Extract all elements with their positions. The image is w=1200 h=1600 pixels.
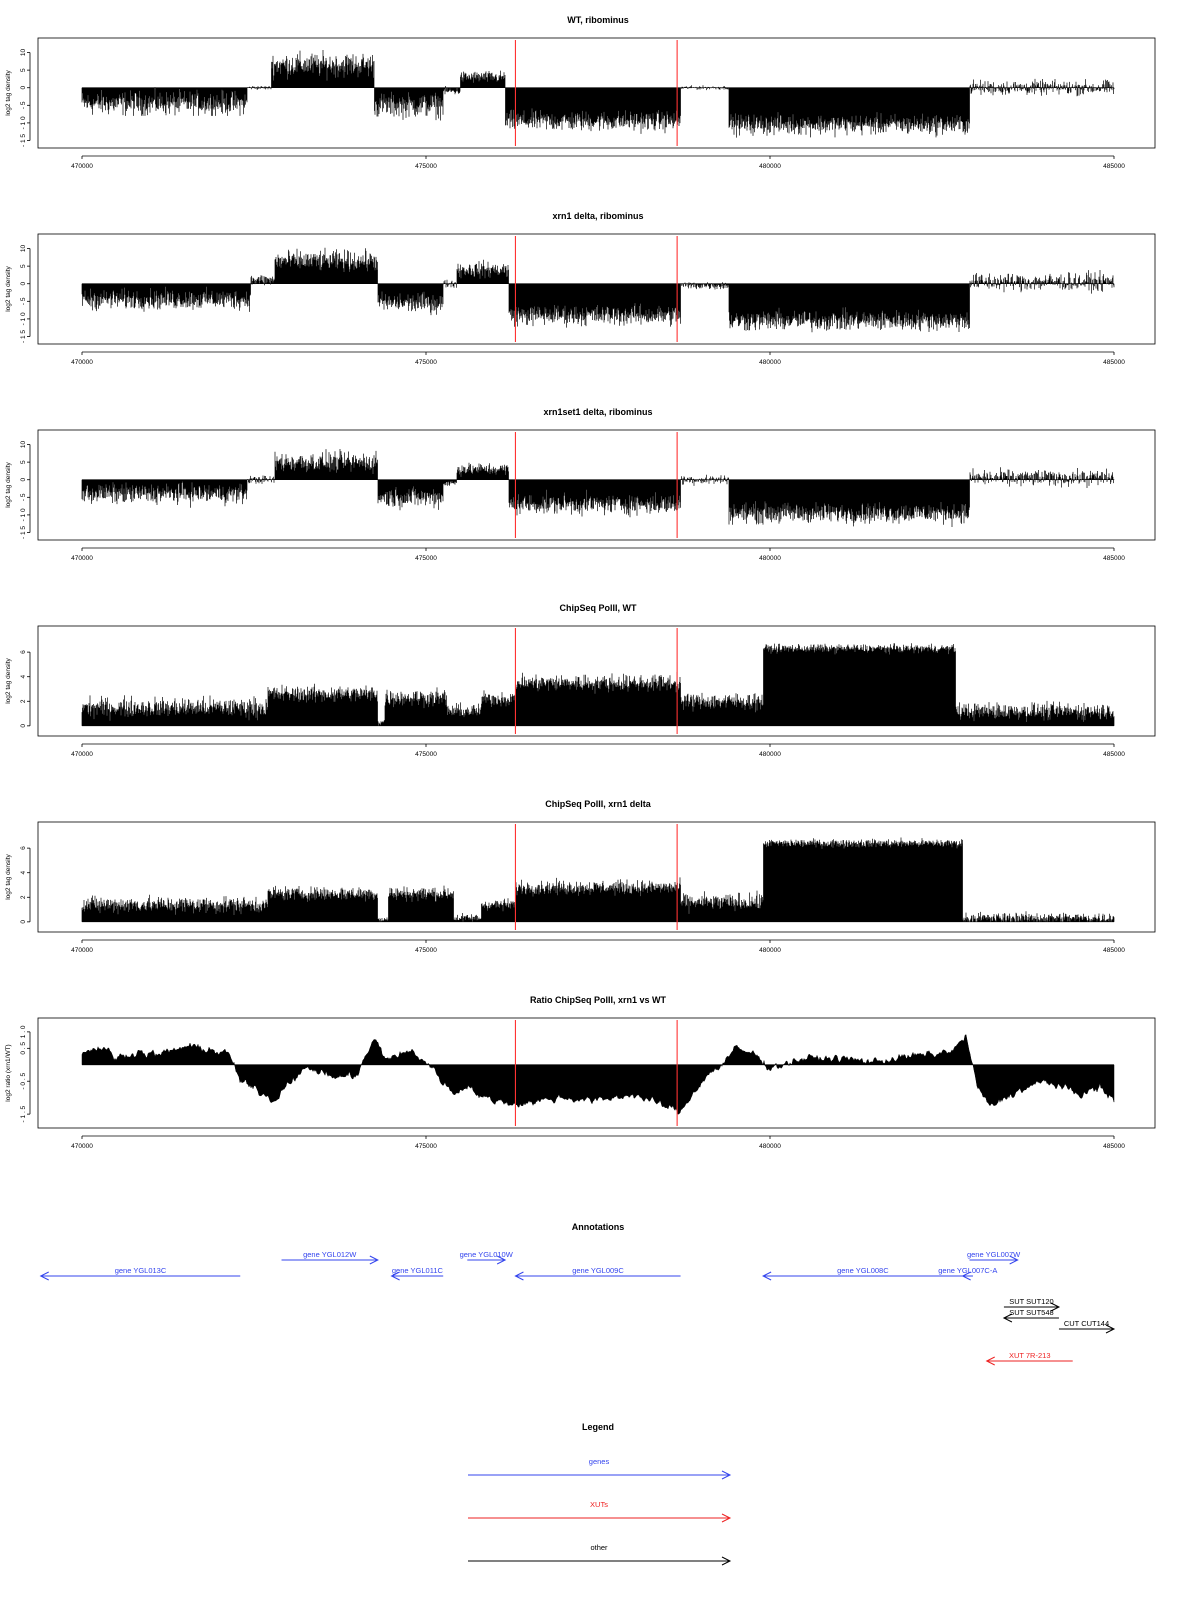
legend-item-label: other: [590, 1543, 608, 1552]
y-axis-label: log2 tag density: [5, 462, 12, 508]
x-tick-label: 470000: [71, 1143, 93, 1150]
y-tick-label: 10: [20, 244, 27, 253]
signal-bars: [82, 50, 1114, 138]
x-tick-label: 470000: [71, 359, 93, 366]
x-tick-label: 475000: [415, 751, 437, 758]
y-tick-label: - 1 0: [20, 508, 27, 522]
y-tick-label: 6: [20, 846, 27, 850]
y-tick-label: - 1 5: [20, 133, 27, 147]
annotations-panel: [41, 1222, 1114, 1365]
x-tick-label: 475000: [415, 947, 437, 954]
y-tick-label: 4: [20, 674, 27, 679]
legend: [468, 1422, 730, 1565]
x-tick-label: 470000: [71, 555, 93, 562]
x-tick-label: 475000: [415, 1143, 437, 1150]
y-tick-label: 0: [20, 920, 27, 924]
y-tick-label: 0: [20, 724, 27, 728]
x-tick-label: 480000: [759, 947, 781, 954]
y-tick-label: 5: [20, 460, 27, 464]
y-tick-label: 6: [20, 650, 27, 654]
y-tick-label: 5: [20, 68, 27, 72]
y-tick-label: 5: [20, 264, 27, 268]
annotation-label: gene YGL013C: [114, 1266, 167, 1275]
y-tick-label: - 1 0: [20, 312, 27, 326]
x-tick-label: 480000: [759, 359, 781, 366]
panel-title: xrn1 delta, ribominus: [552, 211, 644, 221]
annotation-label: gene YGL007C-A: [938, 1266, 998, 1275]
annotation-label: gene YGL007W: [966, 1250, 1021, 1259]
signal-bars: [82, 643, 1114, 726]
y-tick-label: 0: [20, 477, 27, 482]
x-tick-label: 485000: [1103, 163, 1125, 170]
chart-panel-6: [5, 995, 1155, 1150]
y-tick-label: - 5: [20, 101, 27, 110]
y-tick-label: - 5: [20, 493, 27, 502]
x-tick-label: 480000: [759, 1143, 781, 1150]
x-tick-label: 485000: [1103, 751, 1125, 758]
annotation-label: gene YGL011C: [391, 1266, 443, 1275]
y-axis-label: log2 tag density: [5, 266, 12, 312]
chart-panel-4: [5, 603, 1155, 758]
x-tick-label: 470000: [71, 163, 93, 170]
annotation-label: SUT SUT120: [1009, 1297, 1054, 1306]
x-tick-label: 470000: [71, 751, 93, 758]
chart-panel-3: [5, 407, 1155, 562]
annotation-label: gene YGL010W: [459, 1250, 513, 1259]
annotation-label: CUT CUT144: [1063, 1319, 1110, 1328]
legend-title: Legend: [581, 1422, 615, 1432]
panel-title: Ratio ChipSeq PolII, xrn1 vs WT: [529, 995, 667, 1005]
y-tick-label: 4: [20, 870, 27, 875]
y-tick-label: - 1 5: [20, 329, 27, 343]
panel-title: ChipSeq PolII, xrn1 delta: [545, 799, 651, 809]
annotation-label: XUT 7R-213: [1008, 1351, 1051, 1360]
chart-panel-2: [5, 211, 1155, 366]
legend-item-label: genes: [588, 1457, 610, 1466]
x-tick-label: 470000: [71, 947, 93, 954]
y-tick-label: - 1 . 5: [20, 1105, 27, 1123]
x-tick-label: 485000: [1103, 359, 1125, 366]
y-tick-label: - 1 0: [20, 116, 27, 130]
y-axis-label: log2 tag density: [5, 70, 12, 116]
y-tick-label: 1 . 0: [20, 1025, 27, 1039]
panel-title: WT, ribominus: [567, 15, 629, 25]
annotations-title: Annotations: [571, 1222, 625, 1232]
y-tick-label: 0 . 5: [20, 1041, 27, 1055]
x-tick-label: 485000: [1103, 947, 1125, 954]
ratio-area: [82, 1035, 1114, 1115]
signal-bars: [82, 838, 1114, 922]
x-tick-label: 485000: [1103, 1143, 1125, 1150]
y-tick-label: 10: [20, 440, 27, 449]
y-tick-label: 2: [20, 699, 27, 704]
x-tick-label: 480000: [759, 555, 781, 562]
y-tick-label: 0: [20, 281, 27, 286]
annotation-label: SUT SUT548: [1009, 1308, 1054, 1317]
x-tick-label: 480000: [759, 163, 781, 170]
y-axis-label: log2 ratio (xrn1/WT): [5, 1044, 12, 1102]
annotation-label: gene YGL008C: [837, 1266, 889, 1275]
x-tick-label: 475000: [415, 359, 437, 366]
panel-title: xrn1set1 delta, ribominus: [543, 407, 653, 417]
y-tick-label: - 5: [20, 297, 27, 306]
y-tick-label: - 0 . 5: [20, 1072, 27, 1090]
annotation-label: gene YGL012W: [303, 1250, 357, 1259]
panel-title: ChipSeq PolII, WT: [559, 603, 637, 613]
signal-bars: [82, 449, 1114, 527]
y-axis-label: log2 tag density: [5, 854, 12, 900]
y-axis-label: log2 tag density: [5, 658, 12, 704]
y-tick-label: 0: [20, 85, 27, 90]
x-tick-label: 475000: [415, 555, 437, 562]
signal-bars: [82, 248, 1114, 333]
x-tick-label: 480000: [759, 751, 781, 758]
legend-item-label: XUTs: [590, 1500, 608, 1509]
chart-panel-5: [5, 799, 1155, 954]
y-tick-label: 10: [20, 48, 27, 57]
x-tick-label: 475000: [415, 163, 437, 170]
y-tick-label: 2: [20, 895, 27, 900]
annotation-label: gene YGL009C: [572, 1266, 624, 1275]
chart-panel-1: [5, 15, 1155, 170]
y-tick-label: - 1 5: [20, 525, 27, 539]
x-tick-label: 485000: [1103, 555, 1125, 562]
